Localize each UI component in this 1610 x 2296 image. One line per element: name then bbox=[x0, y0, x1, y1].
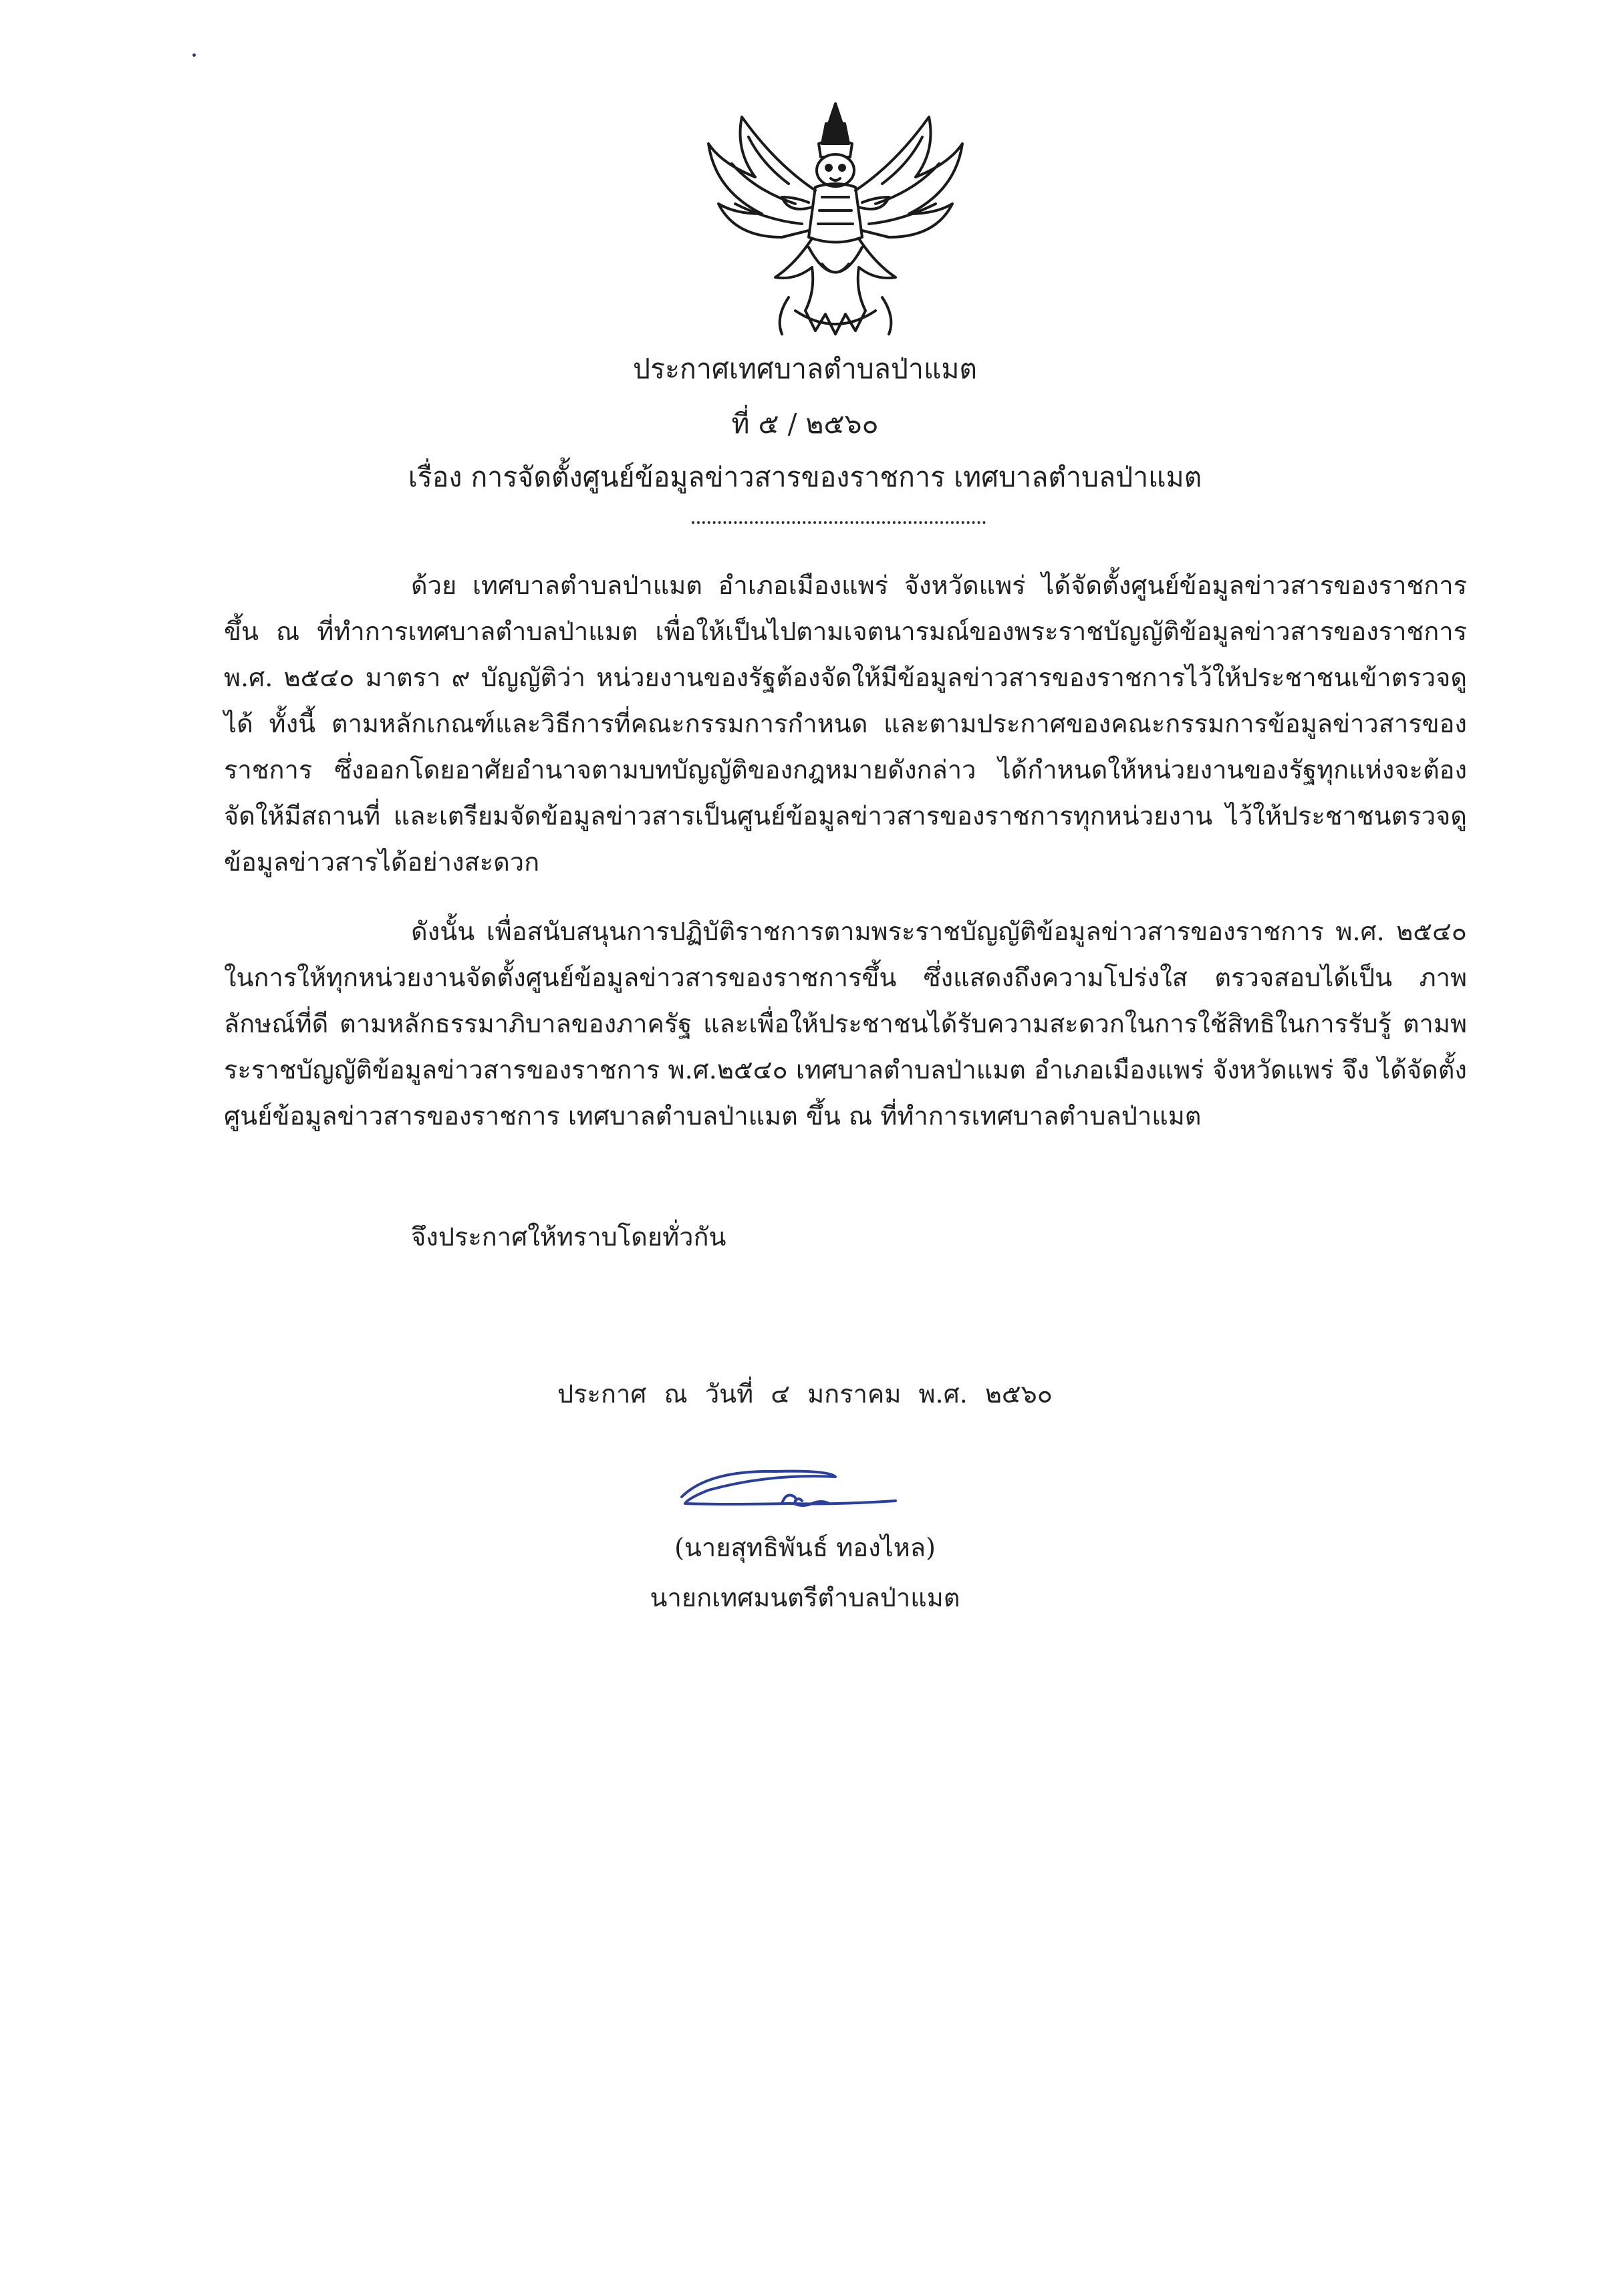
closing-statement: จึงประกาศให้ทราบโดยทั่วกัน bbox=[411, 1222, 726, 1252]
announcement-number: ที่ ๕ / ๒๕๖๐ bbox=[731, 408, 879, 440]
garuda-emblem-icon bbox=[695, 97, 976, 351]
signer-title: นายกเทศมนตรีตำบลป่าแมต bbox=[650, 1583, 960, 1612]
body-paragraph-1: ด้วย เทศบาลตำบลป่าแมต อำเภอเมืองแพร่ จังหวัดแพร่ ได้จัดตั้งศูนย์ข้อมูลข่าวสารของราชการ ขึ้น ณ ที่ทำการเทศบาลตำบลป่าแมต เพื่อให้เป็นไปตามเจตนารมณ์ของพระราชบัญญัติข้อมูลข่าวสารของราชการ พ.ศ. ๒๕๔๐ มาตรา ๙ บัญญัติว่า หน่วยงานของรัฐต้องจัดให้มีข้อมูลข่าวสารของราชการไว้ให้ประชาชนเข้าตรวจดู ได้ ทั้งนี้ ตามหลักเกณฑ์และวิธีการที่คณะกรรมการกำหนด และตามประกาศของคณะกรรมการข้อมูลข่าวสารของ ราชการ ซึ่งออกโดยอาศัยอำนาจตามบทบัญญัติของกฎหมายดังกล่าว ได้กำหนดให้หน่วยงานของรัฐทุกแห่งจะต้อง จัดให้มีสถานที่ และเตรียมจัดข้อมูลข่าวสารเป็นศูนย์ข้อมูลข่าวสารของราชการทุกหน่วยงาน ไว้ให้ประชาชนตรวจดู ข้อมูลข่าวสารได้อย่างสะดวก bbox=[224, 571, 1467, 877]
signature-icon bbox=[668, 1457, 909, 1530]
heading-divider bbox=[692, 521, 986, 524]
body-paragraph-2: ดังนั้น เพื่อสนับสนุนการปฏิบัติราชการตามพระราชบัญญัติข้อมูลข่าวสารของราชการ พ.ศ. ๒๕๔๐ ในการให้ทุกหน่วยงานจัดตั้งศูนย์ข้อมูลข่าวสารของราชการขึ้น ซึ่งแสดงถึงความโปร่งใส ตรวจสอบได้เป็น ภาพลักษณ์ที่ดี ตามหลักธรรมาภิบาลของภาครัฐ และเพื่อให้ประชาชนได้รับความสะดวกในการใช้สิทธิในการรับรู้ ตามพระราชบัญญัติข้อมูลข่าวสารของราชการ พ.ศ.๒๕๔๐ เทศบาลตำบลป่าแมต อำเภอเมืองแพร่ จังหวัดแพร่ จึง ได้จัดตั้งศูนย์ข้อมูลข่าวสารของราชการ เทศบาลตำบลป่าแมต ขึ้น ณ ที่ทำการเทศบาลตำบลป่าแมต bbox=[224, 917, 1467, 1131]
announcement-subject: เรื่อง การจัดตั้งศูนย์ข้อมูลข่าวสารของราชการ เทศบาลตำบลป่าแมต bbox=[408, 461, 1202, 493]
announcement-heading: ประกาศเทศบาลตำบลป่าแมต bbox=[632, 353, 978, 385]
scan-speck bbox=[192, 53, 196, 57]
announcement-date: ประกาศ ณ วันที่ ๔ มกราคม พ.ศ. ๒๕๖๐ bbox=[557, 1379, 1053, 1409]
signer-name: (นายสุทธิพันธ์ ทองไหล) bbox=[674, 1533, 936, 1562]
